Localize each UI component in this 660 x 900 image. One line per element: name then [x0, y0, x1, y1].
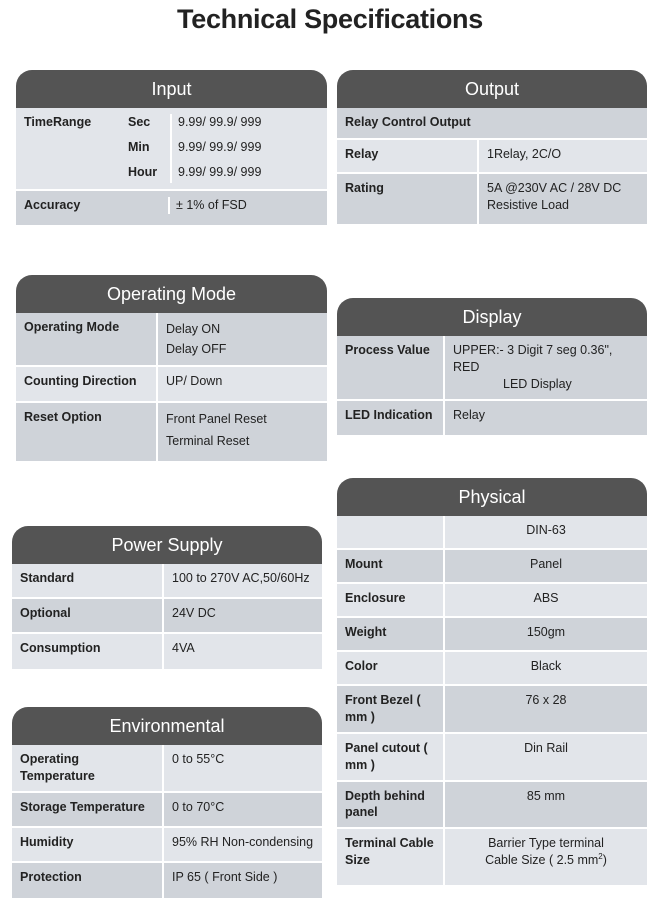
time-unit-min: Min: [128, 139, 150, 154]
humidity-value: 95% RH Non-condensing: [162, 828, 322, 863]
power-standard-label: Standard: [12, 564, 162, 599]
front-bezel-label: Front Bezel ( mm ): [337, 686, 443, 734]
protection-value: IP 65 ( Front Side ): [162, 863, 322, 898]
weight-label: Weight: [337, 618, 443, 652]
display-heading: Display: [337, 298, 647, 336]
power-optional-label: Optional: [12, 599, 162, 634]
input-panel: [16, 70, 327, 225]
output-rating-line-2: Resistive Load: [487, 197, 569, 212]
mount-label: Mount: [337, 550, 443, 584]
process-value-line-1: UPPER:- 3 Digit 7 seg 0.36", RED: [453, 343, 613, 374]
display-panel: [337, 298, 647, 435]
accuracy-label: Accuracy: [16, 191, 128, 225]
terminal-cable-line-1: Barrier Type terminal: [488, 836, 604, 851]
reset-option-line-1: Front Panel Reset: [166, 412, 267, 426]
time-value-hour: 9.99/ 99.9/ 999: [170, 160, 327, 183]
process-value-label: Process Value: [337, 336, 443, 401]
protection-label: Protection: [12, 863, 162, 898]
output-relay-value: 1Relay, 2C/O: [477, 140, 647, 174]
physical-empty-label: [337, 516, 443, 550]
humidity-label: Humidity: [12, 828, 162, 863]
depth-behind-panel-value: 85 mm: [443, 782, 647, 830]
led-indication-value: Relay: [443, 401, 647, 435]
storage-temperature-label: Storage Temperature: [12, 793, 162, 828]
power-standard-value: 100 to 270V AC,50/60Hz: [162, 564, 322, 599]
led-indication-label: LED Indication: [337, 401, 443, 435]
reset-option-line-2: Terminal Reset: [166, 433, 250, 448]
output-rating-label: Rating: [337, 174, 477, 224]
physical-din-value: DIN-63: [443, 516, 647, 550]
enclosure-value: ABS: [443, 584, 647, 618]
enclosure-label: Enclosure: [337, 584, 443, 618]
time-value-min: 9.99/ 99.9/ 999: [170, 135, 327, 160]
power-supply-heading: Power Supply: [12, 526, 322, 564]
power-consumption-value: 4VA: [162, 634, 322, 669]
output-panel: [337, 70, 647, 224]
relay-control-output: Relay Control Output: [337, 108, 647, 140]
accuracy-value: ± 1% of FSD: [168, 197, 247, 214]
front-bezel-value: 76 x 28: [443, 686, 647, 734]
operating-mode-label: Operating Mode: [16, 313, 156, 367]
panel-cutout-label: Panel cutout ( mm ): [337, 734, 443, 782]
depth-behind-panel-label: Depth behind panel: [337, 782, 443, 830]
power-supply-panel: [12, 526, 322, 669]
time-range-label: TimeRange: [16, 108, 128, 191]
page-title: Technical Specifications: [177, 4, 483, 34]
environmental-heading: Environmental: [12, 707, 322, 745]
power-consumption-label: Consumption: [20, 641, 101, 655]
storage-temperature-value: 0 to 70°C: [162, 793, 322, 828]
time-value-sec: 9.99/ 99.9/ 999: [170, 114, 327, 135]
color-value: Black: [443, 652, 647, 686]
output-heading: Output: [337, 70, 647, 108]
operating-mode-line-1: Delay ON: [166, 322, 221, 336]
power-optional-value: 24V DC: [162, 599, 322, 634]
output-relay-label: Relay: [337, 140, 477, 174]
panel-cutout-value: Din Rail: [443, 734, 647, 782]
terminal-cable-size-label: Terminal Cable Size: [345, 836, 434, 868]
reset-option-label: Reset Option: [16, 403, 156, 461]
physical-heading: Physical: [337, 478, 647, 516]
operating-mode-panel: [16, 275, 327, 461]
color-label: Color: [337, 652, 443, 686]
time-unit-sec: Sec: [128, 115, 151, 129]
input-heading: Input: [16, 70, 327, 108]
operating-mode-line-2: Delay OFF: [166, 342, 227, 356]
operating-temperature-value: 0 to 55°C: [162, 745, 322, 793]
counting-direction-label: Counting Direction: [16, 367, 156, 403]
environmental-panel: [12, 707, 322, 898]
mount-value: Panel: [443, 550, 647, 584]
output-rating-line-1: 5A @230V AC / 28V DC: [487, 181, 622, 195]
weight-value: 150gm: [443, 618, 647, 652]
counting-direction-value: UP/ Down: [156, 367, 327, 403]
operating-temperature-label: Operating Temperature: [12, 745, 162, 793]
operating-mode-heading: Operating Mode: [16, 275, 327, 313]
terminal-cable-line-2: Cable Size ( 2.5 $mm^2$): [485, 852, 607, 868]
time-unit-hour: Hour: [128, 164, 158, 179]
physical-panel: [337, 478, 647, 885]
process-value-line-2: LED Display: [503, 376, 572, 391]
